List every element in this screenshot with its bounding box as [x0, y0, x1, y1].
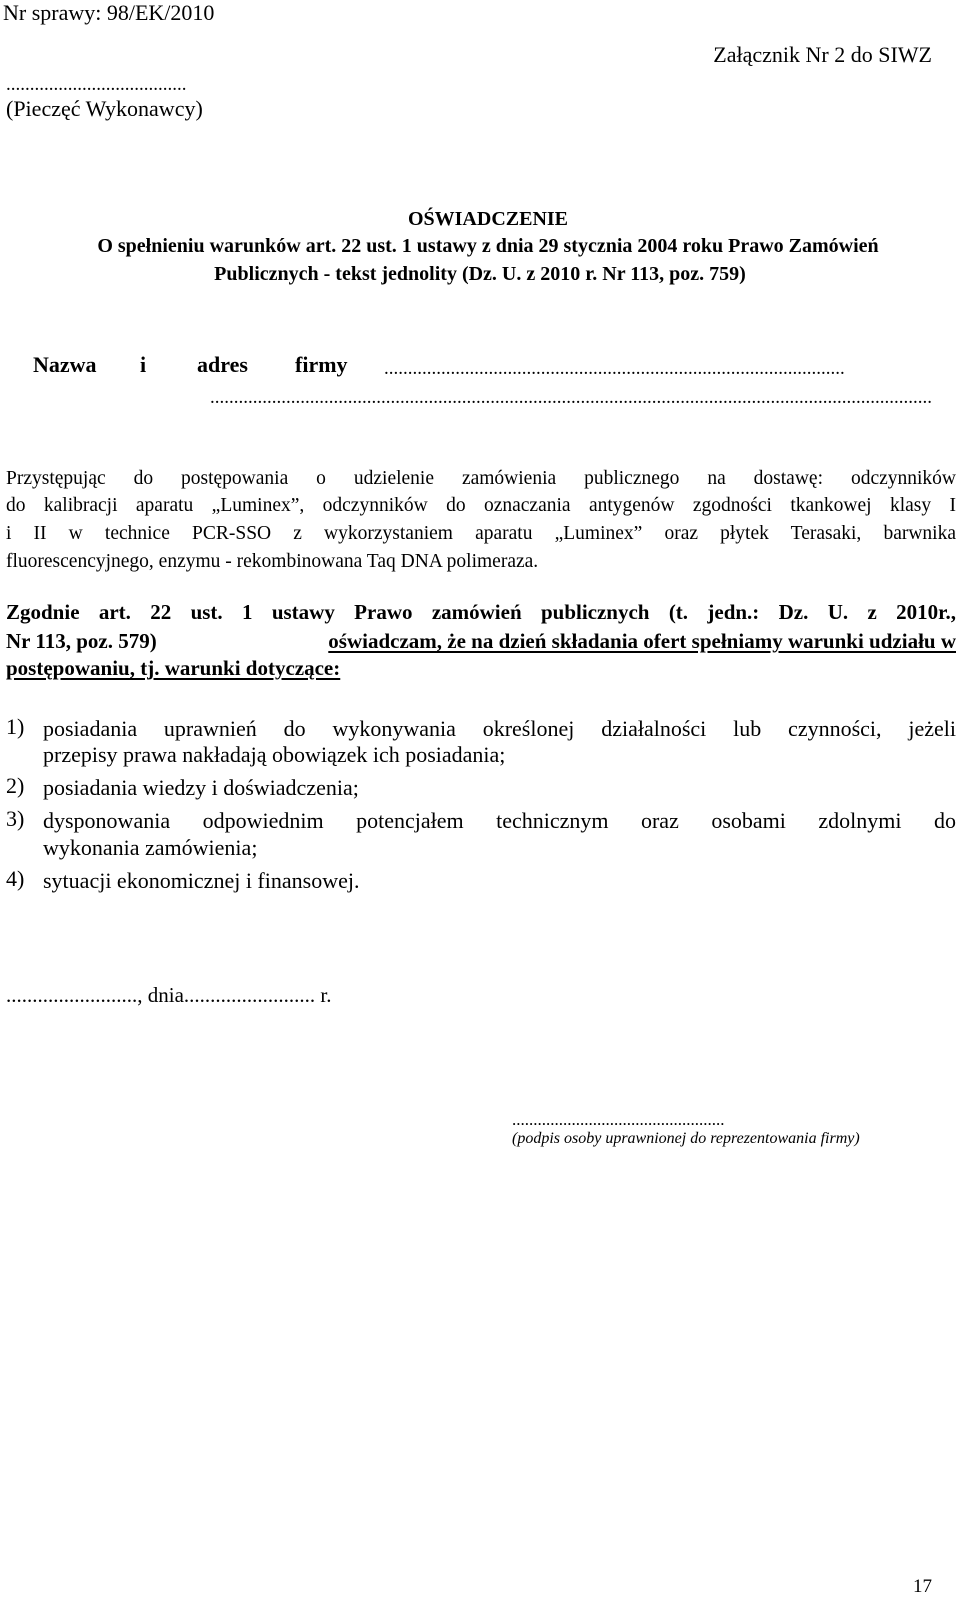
statement-declaration: oświadczam, że na dzień składania ofert spełniamy warunki udziału w	[328, 629, 956, 653]
statement-line-1: Zgodnie art. 22 ust. 1 ustawy Prawo zamówień publicznych (t. jedn.: Dz. U. z 2010r.,	[6, 600, 956, 624]
attachment-label: Załącznik Nr 2 do SIWZ	[713, 42, 932, 67]
intro-line-2: do kalibracji aparatu „Luminex”, odczynników do oznaczania antygenów zgodności tkankowej klasy I	[6, 495, 956, 516]
stamp-dots: ......................................	[6, 74, 187, 95]
condition-number: 3)	[6, 806, 25, 831]
page-number: 17	[913, 1576, 932, 1597]
condition-number: 2)	[6, 773, 25, 798]
case-number: Nr sprawy: 98/EK/2010	[3, 0, 215, 25]
title-line-2: Publicznych - tekst jednolity (Dz. U. z 2010 r. Nr 113, poz. 759)	[214, 263, 746, 285]
condition-number: 1)	[6, 714, 25, 739]
condition-number: 4)	[6, 866, 25, 891]
condition-text-line-1: sytuacji ekonomicznej i finansowej.	[43, 868, 360, 893]
statement-line-3: postępowaniu, tj. warunki dotyczące:	[6, 656, 341, 680]
company-label-word-2: i	[140, 352, 147, 377]
condition-text-line-2: przepisy prawa nakładają obowiązek ich posiadania;	[43, 742, 506, 767]
statement-reference: Nr 113, poz. 579)	[6, 629, 162, 653]
company-dots-line-1: .................................................................................................	[384, 358, 845, 379]
signature-dots: ..................................................	[512, 1110, 725, 1129]
statement-line-2	[6, 629, 956, 654]
intro-line-3: i II w technice PCR-SSO z wykorzystaniem aparatu „Luminex” oraz płytek Terasaki, barwnika	[6, 523, 956, 544]
company-label-word-3: adres	[197, 352, 248, 377]
intro-line-4: fluorescencyjnego, enzymu - rekombinowana Taq DNA polimeraza.	[6, 551, 539, 572]
company-dots-line-2: ........................................................................................................................................................	[210, 387, 932, 408]
condition-text-line-1: dysponowania odpowiednim potencjałem technicznym oraz osobami zdolnymi do	[43, 808, 956, 833]
title-line-1: O spełnieniu warunków art. 22 ust. 1 ustawy z dnia 29 stycznia 2004 roku Prawo Zamówień	[97, 235, 879, 257]
condition-text-line-1: posiadania uprawnień do wykonywania określonej działalności lub czynności, jeżeli	[43, 716, 956, 741]
stamp-label: (Pieczęć Wykonawcy)	[6, 96, 203, 121]
company-label-word-4: firmy	[295, 352, 348, 377]
company-label-word-1: Nazwa	[33, 352, 97, 377]
document-title: OŚWIADCZENIE	[407, 208, 569, 230]
intro-line-1: Przystępując do postępowania o udzielenie zamówienia publicznego na dostawę: odczynników	[6, 468, 956, 489]
place-date-line: ........................., dnia......................... r.	[6, 983, 332, 1007]
signature-label: (podpis osoby uprawnionej do reprezentowania firmy)	[512, 1130, 860, 1147]
condition-text-line-2: wykonania zamówienia;	[43, 835, 258, 860]
condition-text-line-1: posiadania wiedzy i doświadczenia;	[43, 775, 359, 800]
